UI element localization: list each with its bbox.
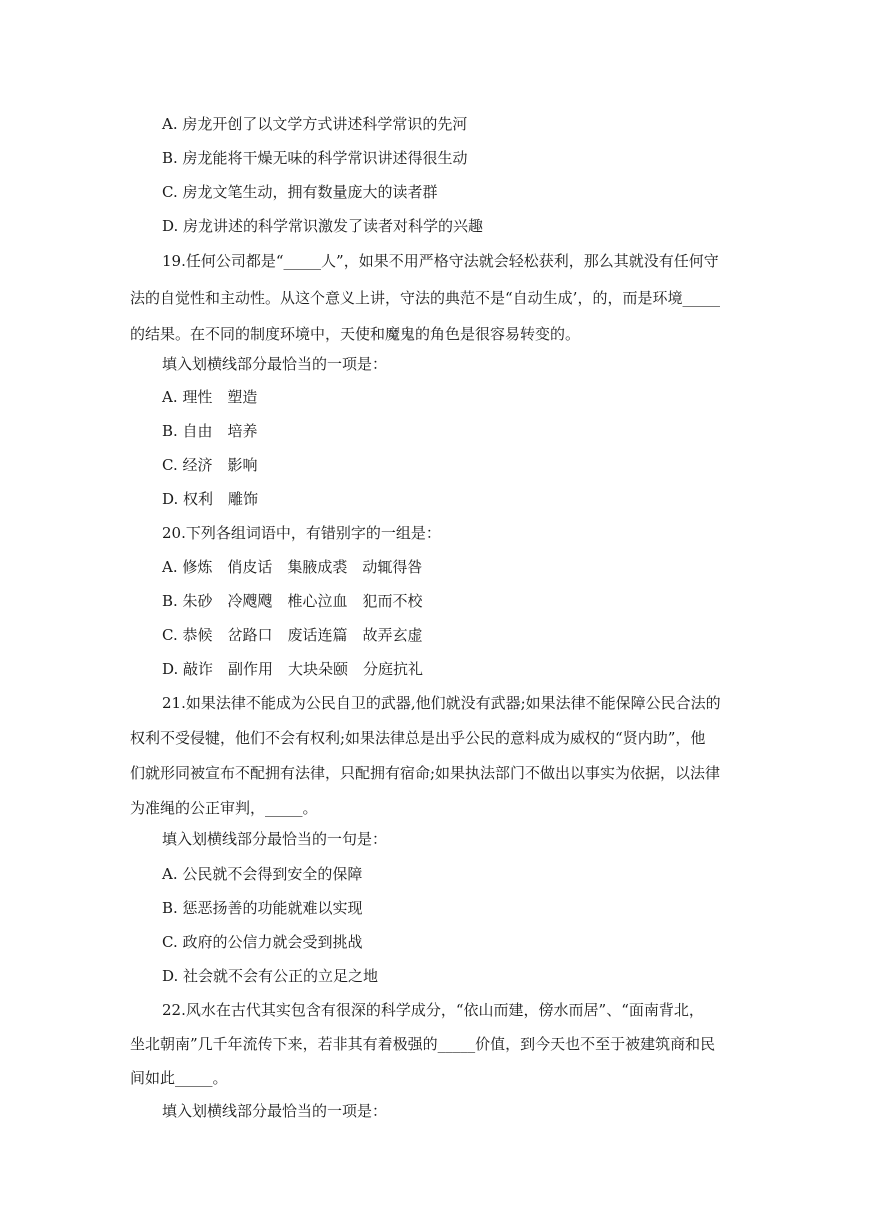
q19-option-b: B. 自由 培养 xyxy=(162,422,258,440)
q22-stem-line-1: 22.风水在古代其实包含有很深的科学成分，“依山而建，傍水而居”、“面南背北， xyxy=(162,1001,704,1019)
q19-option-a: A. 理性 塑造 xyxy=(162,388,258,406)
q21-option-c: C. 政府的公信力就会受到挑战 xyxy=(162,933,363,951)
q22-prompt: 填入划横线部分最恰当的一项是： xyxy=(162,1102,388,1120)
q18-option-a: A. 房龙开创了以文学方式讲述科学常识的先河 xyxy=(162,115,468,133)
q20-option-c: C. 恭候 岔路口 废话连篇 故弄玄虚 xyxy=(162,626,423,644)
q21-stem-line-1: 21.如果法律不能成为公民自卫的武器,他们就没有武器;如果法律不能保障公民合法的 xyxy=(162,694,721,712)
q20-option-b: B. 朱砂 冷飕飕 椎心泣血 犯而不校 xyxy=(162,592,423,610)
q19-stem-line-2: 法的自觉性和主动性。从这个意义上讲，守法的典范不是“自动生成’，的，而是环境_____ xyxy=(130,289,720,307)
q19-option-d: D. 权利 雕饰 xyxy=(162,490,259,508)
q20-option-a: A. 修炼 俏皮话 集腋成裘 动辄得咎 xyxy=(162,558,423,576)
q18-option-d: D. 房龙讲述的科学常识激发了读者对科学的兴趣 xyxy=(162,217,484,235)
q22-stem-line-2: 坐北朝南”几千年流传下来，若非其有着极强的_____价值，到今天也不至于被建筑商和民 xyxy=(130,1035,716,1053)
q21-option-d: D. 社会就不会有公正的立足之地 xyxy=(162,967,379,985)
q19-stem-line-1: 19.任何公司都是“_____人”，如果不用严格守法就会轻松获利，那么其就没有任何守 xyxy=(162,252,719,270)
q19-option-c: C. 经济 影响 xyxy=(162,456,258,474)
q20-stem: 20.下列各组词语中，有错别字的一组是： xyxy=(162,524,441,542)
q19-prompt: 填入划横线部分最恰当的一项是： xyxy=(162,355,388,373)
q21-stem-line-2: 权利不受侵犍，他们不会有权利;如果法律总是出乎公民的意料成为威权的“贤内助”，他 xyxy=(130,729,706,747)
q21-option-a: A. 公民就不会得到安全的保障 xyxy=(162,865,363,883)
q21-stem-line-3: 们就形同被宣布不配拥有法律，只配拥有宿命;如果执法部门不做出以事实为依据，以法律 xyxy=(130,764,721,782)
q18-option-b: B. 房龙能将干燥无味的科学常识讲述得很生动 xyxy=(162,149,468,167)
q21-prompt: 填入划横线部分最恰当的一句是： xyxy=(162,830,388,848)
q19-stem-line-3: 的结果。在不同的制度环境中，天使和魔鬼的角色是很容易转变的。 xyxy=(130,325,581,343)
q18-option-c: C. 房龙文笔生动，拥有数量庞大的读者群 xyxy=(162,183,438,201)
q22-stem-line-3: 间如此_____。 xyxy=(130,1069,228,1087)
q21-option-b: B. 惩恶扬善的功能就难以实现 xyxy=(162,899,363,917)
q21-stem-line-4: 为准绳的公正审判，_____。 xyxy=(130,799,318,817)
q20-option-d: D. 敲诈 副作用 大块朵颐 分庭抗礼 xyxy=(162,660,424,678)
